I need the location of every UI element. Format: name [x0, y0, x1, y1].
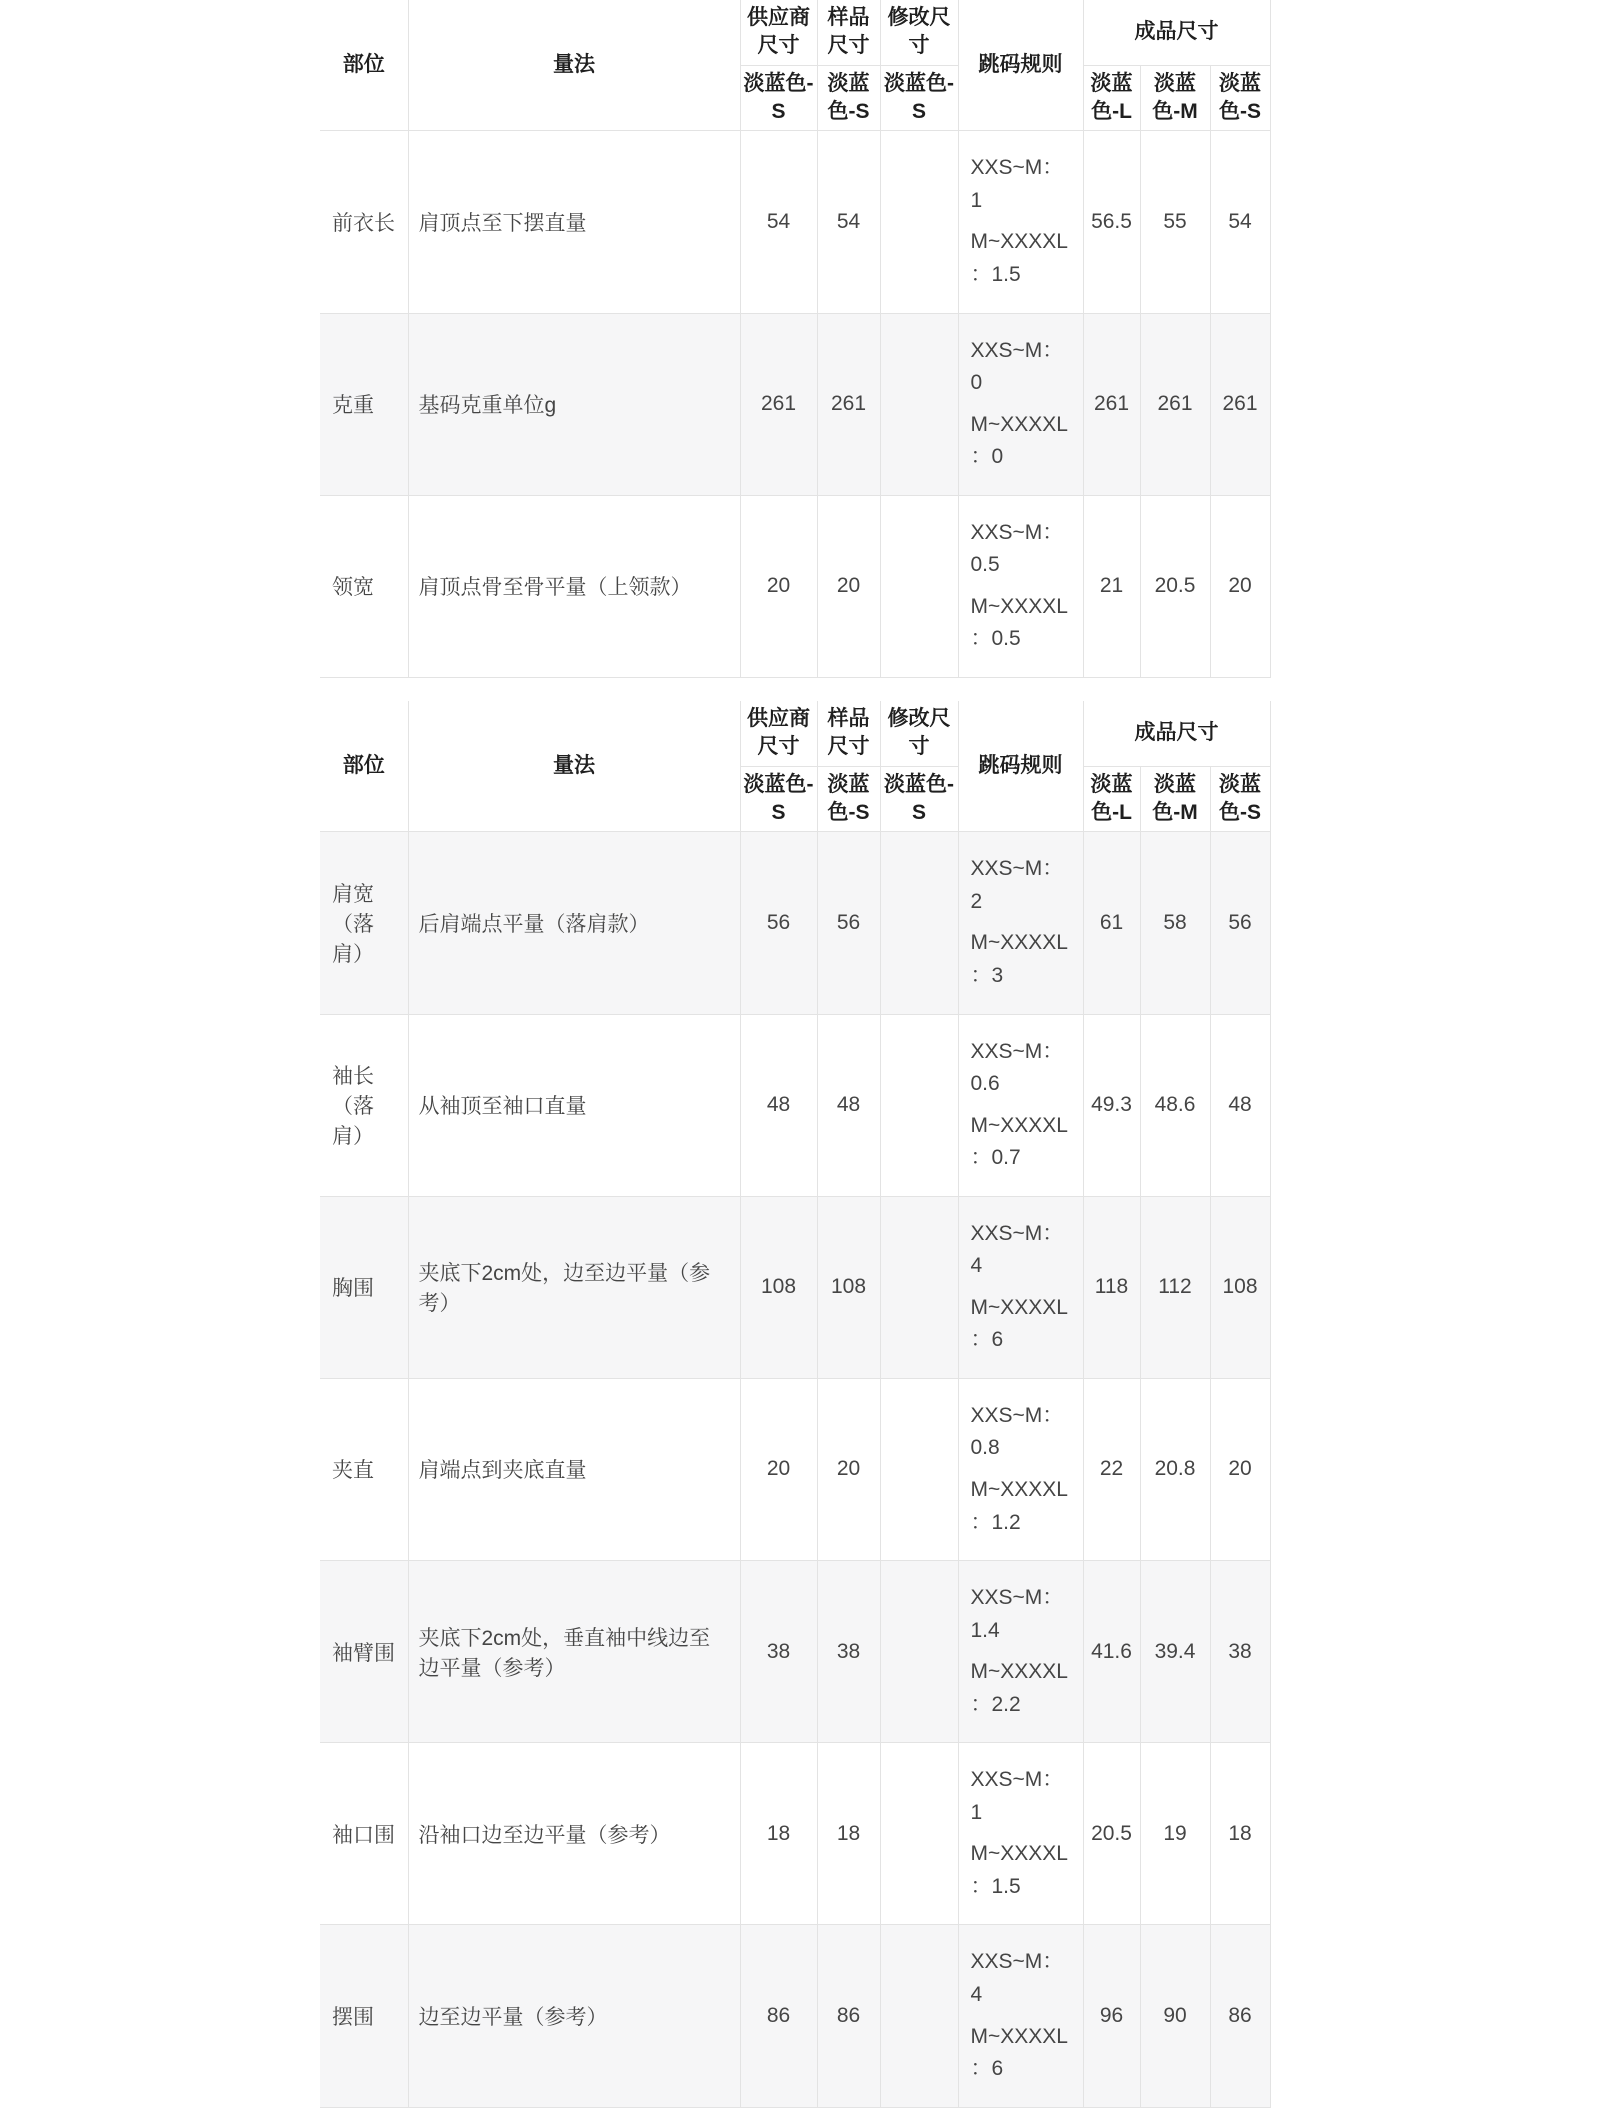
grading-rule-cell [958, 495, 1083, 677]
finished-size-l-cell: 41.6 [1083, 1561, 1140, 1743]
finished-size-s-cell: 56 [1210, 832, 1270, 1014]
header-sample-size: 样品尺寸 [817, 0, 880, 65]
grading-line-2: M~XXXXL：2.2 [970, 1660, 1068, 1716]
header-finished-size: 成品尺寸 [1083, 0, 1270, 65]
finished-size-l-cell: 61 [1083, 832, 1140, 1014]
finished-size-m-cell: 19 [1140, 1743, 1210, 1925]
size-spec-table-upper [320, 0, 1271, 678]
grading-rule-cell [958, 832, 1083, 1014]
grading-line-2: M~XXXXL：0 [970, 412, 1068, 469]
supplier-size-cell: 261 [740, 313, 817, 495]
finished-size-s-cell: 86 [1210, 1925, 1270, 2107]
sample-size-cell: 108 [817, 1196, 880, 1378]
table-body [320, 832, 1270, 2107]
subheader-finished-color-m: 淡蓝色-M [1140, 766, 1210, 832]
modified-size-cell [880, 832, 958, 1014]
subheader-finished-color-m: 淡蓝色-M [1140, 65, 1210, 131]
grading-line-1: XXS~M：4 [970, 1221, 1064, 1278]
grading-line-2: M~XXXXL：3 [970, 931, 1068, 987]
table-row [320, 1561, 1270, 1743]
finished-size-m-cell: 20.8 [1140, 1378, 1210, 1560]
table-row [320, 495, 1270, 677]
method-cell: 夹底下2cm处，边至边平量（参考） [408, 1196, 740, 1378]
modified-size-cell [880, 131, 958, 313]
subheader-supplier-color-s: 淡蓝色-S [740, 766, 817, 832]
subheader-sample-color-s: 淡蓝色-S [817, 766, 880, 832]
sample-size-cell: 261 [817, 313, 880, 495]
grading-rule-cell [958, 1196, 1083, 1378]
part-cell: 领宽 [320, 495, 408, 677]
finished-size-s-cell: 54 [1210, 131, 1270, 313]
part-cell: 克重 [320, 313, 408, 495]
modified-size-cell [880, 495, 958, 677]
method-cell: 基码克重单位g [408, 313, 740, 495]
grading-line-1: XXS~M：0.6 [970, 1039, 1064, 1096]
finished-size-s-cell: 261 [1210, 313, 1270, 495]
finished-size-m-cell: 58 [1140, 832, 1210, 1014]
method-cell: 夹底下2cm处，垂直袖中线边至边平量（参考） [408, 1561, 740, 1743]
sample-size-cell: 18 [817, 1743, 880, 1925]
grading-line-1: XXS~M：0.5 [970, 520, 1064, 577]
grading-line-1: XXS~M：1 [970, 156, 1064, 212]
size-spec-table-lower [320, 701, 1271, 2108]
table-row [320, 1743, 1270, 1925]
finished-size-m-cell: 55 [1140, 131, 1210, 313]
sample-size-cell: 86 [817, 1925, 880, 2107]
header-supplier-size: 供应商尺寸 [740, 0, 817, 65]
header-group-row [320, 701, 1270, 766]
table-header [320, 701, 1270, 832]
sample-size-cell: 20 [817, 495, 880, 677]
grading-line-1: XXS~M：4 [970, 1950, 1064, 2006]
supplier-size-cell: 54 [740, 131, 817, 313]
subheader-finished-color-l: 淡蓝色-L [1083, 65, 1140, 131]
grading-line-2: M~XXXXL：6 [970, 2024, 1068, 2081]
modified-size-cell [880, 313, 958, 495]
header-finished-size: 成品尺寸 [1083, 701, 1270, 766]
supplier-size-cell: 20 [740, 1378, 817, 1560]
header-sample-size: 样品尺寸 [817, 701, 880, 766]
grading-rule-cell [958, 1743, 1083, 1925]
method-cell: 肩顶点至下摆直量 [408, 131, 740, 313]
supplier-size-cell: 56 [740, 832, 817, 1014]
finished-size-s-cell: 48 [1210, 1014, 1270, 1196]
subheader-modified-color-s: 淡蓝色-S [880, 65, 958, 131]
header-method: 量法 [408, 701, 740, 832]
sample-size-cell: 54 [817, 131, 880, 313]
table-row [320, 1378, 1270, 1560]
finished-size-l-cell: 118 [1083, 1196, 1140, 1378]
finished-size-m-cell: 48.6 [1140, 1014, 1210, 1196]
method-cell: 边至边平量（参考） [408, 1925, 740, 2107]
finished-size-m-cell: 20.5 [1140, 495, 1210, 677]
table-header [320, 0, 1270, 131]
method-cell: 后肩端点平量（落肩款） [408, 832, 740, 1014]
supplier-size-cell: 20 [740, 495, 817, 677]
supplier-size-cell: 18 [740, 1743, 817, 1925]
finished-size-s-cell: 108 [1210, 1196, 1270, 1378]
table-row [320, 131, 1270, 313]
table-row [320, 1925, 1270, 2107]
table-row [320, 313, 1270, 495]
header-part: 部位 [320, 701, 408, 832]
modified-size-cell [880, 1014, 958, 1196]
finished-size-l-cell: 96 [1083, 1925, 1140, 2107]
grading-rule-cell [958, 313, 1083, 495]
grading-line-1: XXS~M：0.8 [970, 1403, 1064, 1460]
part-cell: 袖口围 [320, 1743, 408, 1925]
method-cell: 从袖顶至袖口直量 [408, 1014, 740, 1196]
part-cell: 摆围 [320, 1925, 408, 2107]
supplier-size-cell: 38 [740, 1561, 817, 1743]
grading-line-1: XXS~M：1.4 [970, 1586, 1064, 1642]
grading-line-1: XXS~M：2 [970, 857, 1064, 913]
header-grading-rule: 跳码规则 [958, 0, 1083, 131]
supplier-size-cell: 86 [740, 1925, 817, 2107]
table-row [320, 1196, 1270, 1378]
table-row [320, 1014, 1270, 1196]
part-cell: 袖臂围 [320, 1561, 408, 1743]
finished-size-l-cell: 20.5 [1083, 1743, 1140, 1925]
subheader-supplier-color-s: 淡蓝色-S [740, 65, 817, 131]
method-cell: 肩端点到夹底直量 [408, 1378, 740, 1560]
grading-line-2: M~XXXXL：1.2 [970, 1477, 1068, 1534]
finished-size-m-cell: 261 [1140, 313, 1210, 495]
grading-line-2: M~XXXXL：1.5 [970, 1842, 1068, 1898]
header-method: 量法 [408, 0, 740, 131]
grading-line-2: M~XXXXL：1.5 [970, 230, 1068, 287]
modified-size-cell [880, 1196, 958, 1378]
sample-size-cell: 20 [817, 1378, 880, 1560]
sample-size-cell: 48 [817, 1014, 880, 1196]
header-modified-size: 修改尺寸 [880, 0, 958, 65]
modified-size-cell [880, 1378, 958, 1560]
method-cell: 肩顶点骨至骨平量（上领款） [408, 495, 740, 677]
supplier-size-cell: 108 [740, 1196, 817, 1378]
grading-rule-cell [958, 1014, 1083, 1196]
finished-size-s-cell: 38 [1210, 1561, 1270, 1743]
grading-line-2: M~XXXXL：0.5 [970, 594, 1068, 651]
subheader-finished-color-l: 淡蓝色-L [1083, 766, 1140, 832]
size-spec-page [320, 0, 1270, 2108]
subheader-finished-color-s: 淡蓝色-S [1210, 766, 1270, 832]
finished-size-l-cell: 49.3 [1083, 1014, 1140, 1196]
finished-size-l-cell: 261 [1083, 313, 1140, 495]
subheader-modified-color-s: 淡蓝色-S [880, 766, 958, 832]
grading-rule-cell [958, 131, 1083, 313]
finished-size-s-cell: 20 [1210, 1378, 1270, 1560]
supplier-size-cell: 48 [740, 1014, 817, 1196]
header-part: 部位 [320, 0, 408, 131]
sample-size-cell: 56 [817, 832, 880, 1014]
finished-size-l-cell: 22 [1083, 1378, 1140, 1560]
grading-rule-cell [958, 1378, 1083, 1560]
finished-size-s-cell: 20 [1210, 495, 1270, 677]
grading-line-1: XXS~M：0 [970, 338, 1064, 395]
sample-size-cell: 38 [817, 1561, 880, 1743]
grading-line-2: M~XXXXL：0.7 [970, 1113, 1068, 1170]
grading-rule-cell [958, 1561, 1083, 1743]
table-row [320, 832, 1270, 1014]
method-cell: 沿袖口边至边平量（参考） [408, 1743, 740, 1925]
finished-size-l-cell: 21 [1083, 495, 1140, 677]
finished-size-m-cell: 39.4 [1140, 1561, 1210, 1743]
header-group-row [320, 0, 1270, 65]
part-cell: 肩宽（落肩） [320, 832, 408, 1014]
part-cell: 胸围 [320, 1196, 408, 1378]
table-body [320, 131, 1270, 678]
finished-size-m-cell: 90 [1140, 1925, 1210, 2107]
modified-size-cell [880, 1743, 958, 1925]
subheader-sample-color-s: 淡蓝色-S [817, 65, 880, 131]
finished-size-l-cell: 56.5 [1083, 131, 1140, 313]
header-modified-size: 修改尺寸 [880, 701, 958, 766]
grading-rule-cell [958, 1925, 1083, 2107]
part-cell: 袖长（落肩） [320, 1014, 408, 1196]
part-cell: 夹直 [320, 1378, 408, 1560]
header-supplier-size: 供应商尺寸 [740, 701, 817, 766]
part-cell: 前衣长 [320, 131, 408, 313]
finished-size-m-cell: 112 [1140, 1196, 1210, 1378]
modified-size-cell [880, 1925, 958, 2107]
header-grading-rule: 跳码规则 [958, 701, 1083, 832]
finished-size-s-cell: 18 [1210, 1743, 1270, 1925]
grading-line-2: M~XXXXL：6 [970, 1295, 1068, 1352]
subheader-finished-color-s: 淡蓝色-S [1210, 65, 1270, 131]
grading-line-1: XXS~M：1 [970, 1768, 1064, 1824]
modified-size-cell [880, 1561, 958, 1743]
